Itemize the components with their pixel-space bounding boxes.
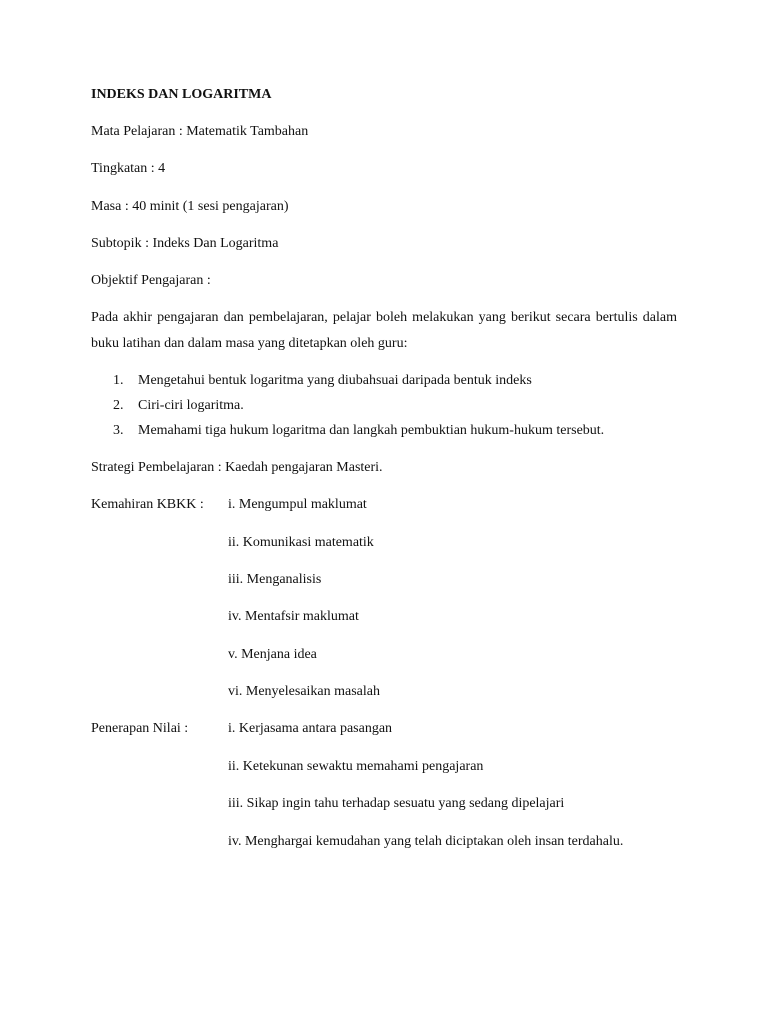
list-item (91, 422, 691, 447)
list-item-number: 3. (113, 423, 124, 438)
kbkk-label: Kemahiran KBKK : (91, 497, 204, 512)
objectives-list (91, 372, 691, 447)
objective-paragraph: Pada akhir pengajaran dan pembelajaran, pelajar boleh melakukan yang berikut secara bertulis dalam buku latihan dan dalam masa yang ditetapkan oleh guru: (91, 310, 677, 351)
kbkk-item: iv. Mentafsir maklumat (228, 609, 359, 624)
duration-line: Masa : 40 minit (1 sesi pengajaran) (91, 199, 289, 214)
values-item: ii. Ketekunan sewaktu memahami pengajaran (228, 759, 484, 774)
list-item (91, 397, 691, 422)
kbkk-item: ii. Komunikasi matematik (228, 535, 374, 550)
subject-line: Mata Pelajaran : Matematik Tambahan (91, 124, 309, 139)
values-item: i. Kerjasama antara pasangan (228, 721, 393, 736)
list-item-text: Mengetahui bentuk logaritma yang diubahsuai daripada bentuk indeks (138, 373, 532, 388)
list-item-number: 2. (113, 398, 124, 413)
list-item (91, 372, 691, 397)
values-item: iii. Sikap ingin tahu terhadap sesuatu yang sedang dipelajari (228, 796, 565, 811)
values-label: Penerapan Nilai : (91, 721, 189, 736)
kbkk-item: iii. Menganalisis (228, 572, 322, 587)
level-line: Tingkatan : 4 (91, 161, 166, 176)
values-item: iv. Menghargai kemudahan yang telah diciptakan oleh insan terdahalu. (228, 834, 624, 849)
document-title: INDEKS DAN LOGARITMA (91, 87, 272, 102)
kbkk-item: vi. Menyelesaikan masalah (228, 684, 381, 699)
strategy-line: Strategi Pembelajaran : Kaedah pengajaran Masteri. (91, 460, 383, 475)
subtopic-line: Subtopik : Indeks Dan Logaritma (91, 236, 279, 251)
kbkk-item: v. Menjana idea (228, 647, 317, 662)
objective-heading: Objektif Pengajaran : (91, 273, 211, 288)
list-item-text: Ciri-ciri logaritma. (138, 398, 244, 413)
list-item-number: 1. (113, 373, 124, 388)
kbkk-item: i. Mengumpul maklumat (228, 497, 367, 512)
list-item-text: Memahami tiga hukum logaritma dan langkah pembuktian hukum-hukum tersebut. (138, 423, 605, 438)
